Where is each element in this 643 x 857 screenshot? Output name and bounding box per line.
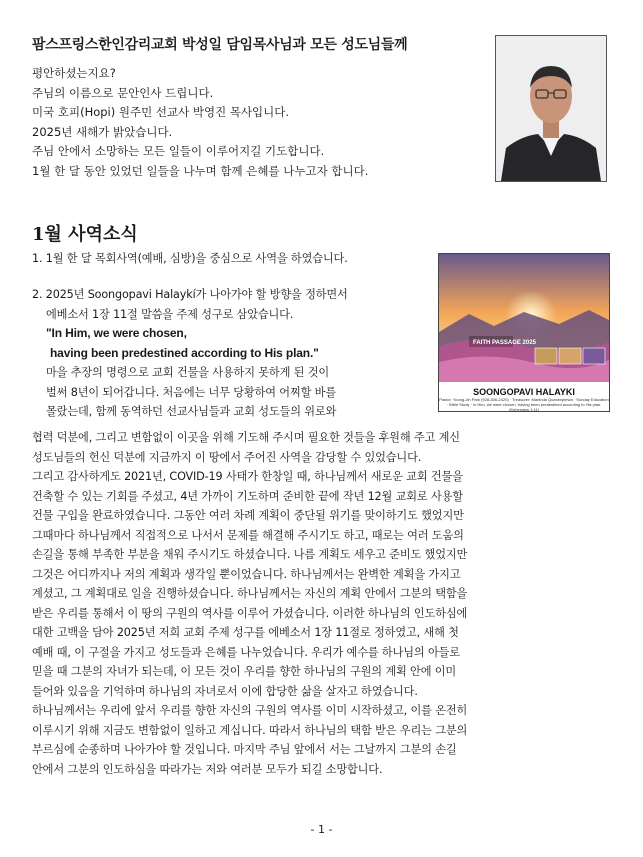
news-item-2-line: 에베소서 1장 11절 말씀을 주제 성구로 삼았습니다. — [46, 307, 294, 321]
body-line: 협력 덕분에, 그리고 변함없이 이곳을 위해 기도해 주시며 필요한 것들을 후원해 주고 계신 — [32, 431, 460, 444]
body-line: 그리고 감사하게도 2021년, COVID-19 사태가 한창일 때, 하나님께서 새로운 교회 건물을 — [32, 470, 463, 483]
news-item-1-text: 1. 1월 한 달 목회사역(예배, 심방)을 중심으로 사역을 하였습니다. — [32, 252, 348, 265]
greeting-line: 주님 안에서 소망하는 모든 일들이 이루어지길 기도합니다. — [32, 144, 325, 158]
section-title: 1월 사역소식 — [32, 224, 138, 245]
body-line: 마을 추장의 명령으로 교회 건물을 사용하지 못하게 된 것이 — [46, 366, 330, 379]
body-line: 계셨고, 그 계획대로 일을 진행하셨습니다. 하나님께서는 자신의 계획 안에서 그분의 택함을 — [32, 587, 468, 600]
greeting-line: 2025년 새해가 밝았습니다. — [32, 124, 173, 139]
cover-title: SOONGOPAVI HALAYKI — [473, 387, 575, 397]
news-item-2-continued — [32, 428, 608, 779]
cover-tag: FAITH PASSAGE 2025 — [473, 340, 536, 346]
body-line: 손길을 통해 부족한 부분을 채워 주시기도 하셨습니다. 나름 계획도 세우고 준비도 했었지만 — [32, 548, 468, 561]
body-line: 믿을 때 그분의 자녀가 되는데, 이 모든 것이 우리를 향한 하나님의 구원의 계획 안에 이미 — [32, 665, 457, 678]
greeting-line: 평안하셨는지요? — [32, 66, 116, 80]
greeting-line: 주님의 이름으로 문안인사 드립니다. — [32, 85, 214, 100]
body-line: 예배 때, 이 구절을 가지고 성도들과 은혜를 나누었습니다. 우리가 예수를 하나님의 아들로 — [32, 645, 460, 659]
body-line: 건물 구입을 완료하였습니다. 그동안 여러 차례 계획이 중단될 위기를 맞이하기도 했었지만 — [32, 509, 464, 522]
body-line: 벌써 8년이 되어갑니다. 처음에는 너무 당황하여 어찌할 바를 — [46, 385, 336, 399]
greeting-line: 1월 한 달 동안 있었던 일들을 나누며 함께 은혜를 나누고자 합니다. — [32, 163, 369, 178]
body-line: 이루시기 위해 지금도 변함없이 일하고 계십니다. 따라서 하나님의 택함 받은 우리는 그분의 — [32, 723, 468, 737]
greeting-paragraph — [32, 64, 472, 181]
news-item-2-line: 2. 2025년 Soongopavi Halaykí가 나아가야 할 방향을 정하면서 — [32, 288, 348, 301]
body-line: 안에서 그분의 인도하심을 따라가는 저와 여러분 모두가 되길 소망합니다. — [32, 762, 383, 776]
body-line: 부르심에 순종하며 나아가야 할 것입니다. 마지막 주님 앞에서 서는 그날까지 그분의 손길 — [32, 743, 457, 756]
body-line: 몰랐는데, 함께 동역하던 선교사님들과 교회 성도들의 위로와 — [46, 405, 337, 418]
letter-title: 팜스프링스한인감리교회 박성일 담임목사님과 모든 성도님들께 — [32, 37, 408, 53]
body-line: 하나님께서는 우리에 앞서 우리를 향한 자신의 구원의 역사를 이미 시작하셨고, 이를 온전히 — [32, 704, 468, 717]
body-line: 대한 고백을 담아 2025년 저희 교회 주제 성구를 에베소서 1장 11절로 정하였고, 새해 첫 — [32, 626, 459, 639]
body-line: 그때마다 하나님께서 직접적으로 나서서 문제를 해결해 주시기도 하고, 때로는 여러 도움의 — [32, 528, 464, 542]
body-line: 성도님들의 헌신 덕분에 지금까지 이 땅에서 주어진 사역을 감당할 수 있었습니다. — [32, 450, 422, 464]
verse-line: "In Him, we were chosen, — [46, 326, 187, 340]
missionary-photo — [495, 35, 607, 182]
body-line: 그것은 어디까지나 저의 계획과 생각일 뿐이었습니다. 하나님께서는 완벽한 계획을 가지고 — [32, 567, 461, 581]
body-line: 들어와 있음을 기억하며 하나님의 자녀로서 이에 합당한 삶을 살자고 하였습니다. — [32, 684, 418, 698]
page-number: - 1 - — [310, 823, 333, 836]
cover-subtitle: Pastor: Young-Jin Park (928-306-2420) · Treasurer: Marlinda Quanimptewa · Sunday Education · Bible Study · In Him, we were chosen, having been predestined according to His plan. (Ephesians 1:11) — [439, 397, 609, 412]
body-line: 건축할 수 있는 기회를 주셨고, 4년 가까이 기도하며 준비한 끝에 작년 12월 교회로 사용할 — [32, 489, 463, 503]
body-line: 받은 우리를 통해서 이 땅의 구원의 역사를 이루어 가셨습니다. 이러한 하나님의 인도하심에 — [32, 606, 468, 620]
verse-line: having been predestined according to His plan." — [50, 345, 319, 360]
church-cover-image — [438, 253, 610, 412]
greeting-line: 미국 호피(Hopi) 원주민 선교사 박영진 목사입니다. — [32, 105, 290, 119]
